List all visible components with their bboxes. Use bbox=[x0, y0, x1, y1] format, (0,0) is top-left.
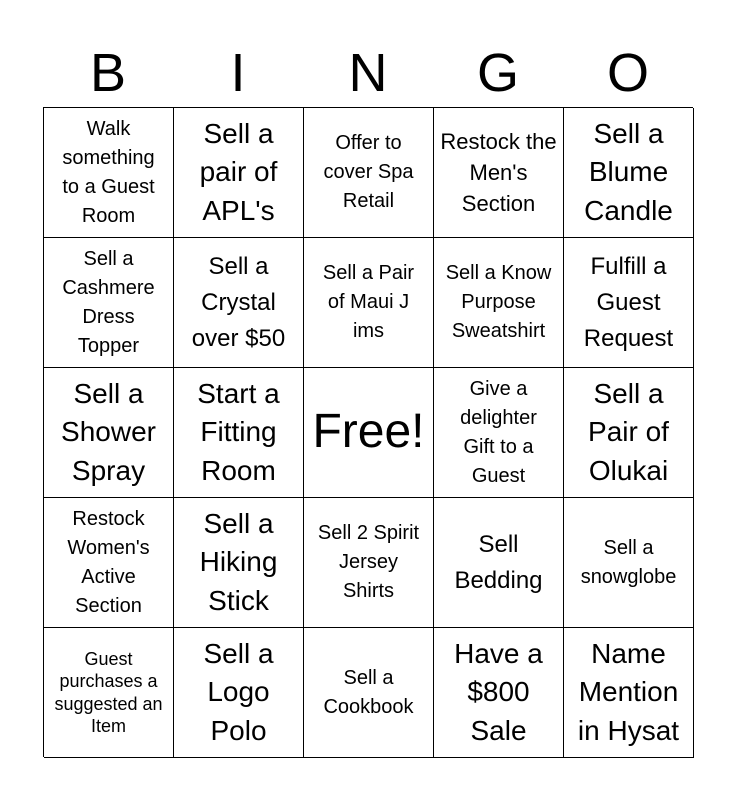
cell-text: Sell a Pair of Maui J ims bbox=[322, 262, 415, 342]
free-space-label: Free! bbox=[312, 405, 425, 459]
cell-text: Guest purchases a suggested an Item bbox=[54, 648, 163, 736]
bingo-cell[interactable] bbox=[434, 628, 564, 758]
bingo-cell[interactable] bbox=[44, 628, 174, 758]
header-letter-g: G bbox=[476, 43, 519, 103]
bingo-cell[interactable] bbox=[564, 498, 694, 628]
bingo-cell[interactable] bbox=[44, 498, 174, 628]
cell-text: Sell a Cookbook bbox=[323, 666, 414, 718]
cell-text: Sell a Shower Spray bbox=[61, 377, 156, 486]
bingo-cell[interactable] bbox=[304, 108, 434, 238]
bingo-cell[interactable] bbox=[564, 628, 694, 758]
cell-text: Sell a Know Purpose Sweatshirt bbox=[445, 262, 552, 342]
free-space-cell[interactable] bbox=[304, 368, 434, 498]
cell-text: Sell a snowglobe bbox=[580, 536, 677, 588]
cell-text: Sell a Pair of Olukai bbox=[588, 377, 669, 486]
bingo-header bbox=[43, 38, 693, 108]
bingo-cell[interactable] bbox=[44, 108, 174, 238]
cell-text: Sell a pair of APL's bbox=[199, 117, 278, 226]
cell-text: Have a $800 Sale bbox=[454, 637, 543, 746]
header-letter-o: O bbox=[606, 43, 649, 103]
header-letter-i: I bbox=[230, 43, 246, 103]
bingo-cell[interactable] bbox=[304, 628, 434, 758]
cell-text: Sell a Hiking Stick bbox=[199, 507, 278, 616]
bingo-cell[interactable] bbox=[44, 238, 174, 368]
cell-text: Sell a Crystal over $50 bbox=[191, 252, 286, 352]
cell-text: Sell a Blume Candle bbox=[584, 117, 673, 226]
cell-text: Walk something to a Guest Room bbox=[62, 117, 155, 227]
bingo-cell[interactable] bbox=[434, 238, 564, 368]
cell-text: Fulfill a Guest Request bbox=[583, 252, 674, 352]
bingo-cell[interactable] bbox=[174, 108, 304, 238]
cell-text: Sell a Logo Polo bbox=[203, 637, 274, 746]
cell-text: Give a delighter Gift to a Guest bbox=[460, 377, 537, 487]
bingo-cell[interactable] bbox=[174, 238, 304, 368]
cell-text: Restock Women's Active Section bbox=[67, 507, 150, 617]
cell-text: Sell 2 Spirit Jersey Shirts bbox=[317, 522, 420, 602]
header-letter-b: B bbox=[89, 43, 127, 103]
bingo-board bbox=[43, 107, 693, 757]
bingo-cell[interactable] bbox=[174, 368, 304, 498]
header-letter-n: N bbox=[348, 43, 388, 103]
cell-text: Sell Bedding bbox=[454, 530, 543, 594]
bingo-cell[interactable] bbox=[564, 368, 694, 498]
bingo-cell[interactable] bbox=[174, 628, 304, 758]
bingo-cell[interactable] bbox=[44, 368, 174, 498]
bingo-cell[interactable] bbox=[304, 238, 434, 368]
bingo-cell[interactable] bbox=[434, 108, 564, 238]
bingo-cell[interactable] bbox=[564, 238, 694, 368]
cell-text: Offer to cover Spa Retail bbox=[323, 132, 414, 212]
bingo-cell[interactable] bbox=[304, 498, 434, 628]
bingo-cell[interactable] bbox=[564, 108, 694, 238]
cell-text: Name Mention in Hysat bbox=[577, 637, 680, 746]
bingo-cell[interactable] bbox=[434, 368, 564, 498]
cell-text: Start a Fitting Room bbox=[197, 377, 280, 486]
cell-text: Sell a Cashmere Dress Topper bbox=[62, 247, 155, 357]
bingo-cell[interactable] bbox=[174, 498, 304, 628]
bingo-cell[interactable] bbox=[434, 498, 564, 628]
cell-text: Restock the Men's Section bbox=[440, 128, 557, 217]
